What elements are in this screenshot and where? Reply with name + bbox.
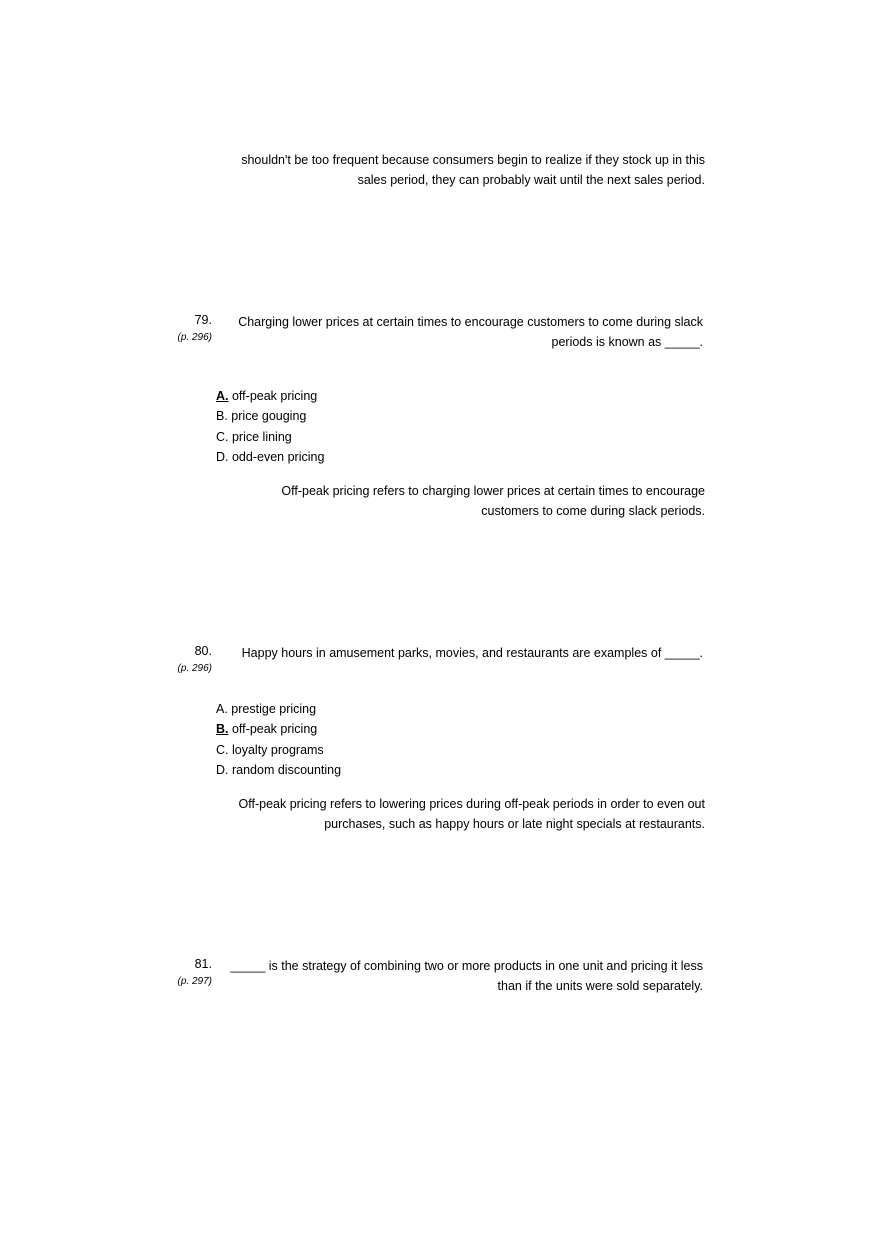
question-number: 80. <box>194 644 212 658</box>
explanation-line-2: customers to come during slack periods. <box>481 503 705 518</box>
carryover-line-2: sales period, they can probably wait until the next sales period. <box>357 172 705 187</box>
choice-d <box>216 447 324 467</box>
choice-text: prestige pricing <box>231 702 317 716</box>
choice-a <box>216 386 324 406</box>
question-text-line-2: periods is known as _____. <box>551 334 703 349</box>
question-text <box>220 313 703 352</box>
choice-text: odd-even pricing <box>231 449 325 464</box>
choice-b <box>216 406 324 426</box>
question-text-line-1: Charging lower prices at certain times to encourage customers to come during slack <box>238 315 703 329</box>
answer-explanation <box>200 795 705 834</box>
carryover-line-1: shouldn't be too frequent because consumers begin to realize if they stock up in this <box>241 153 705 167</box>
choice-letter: B. <box>216 409 228 424</box>
explanation-line-1: Off-peak pricing refers to lowering prices during off-peak periods in order to even out <box>238 797 705 811</box>
choice-letter: A. <box>216 702 228 716</box>
choice-text: loyalty programs <box>231 742 324 757</box>
choice-letter: C. <box>216 429 229 444</box>
page-reference: (p. 296) <box>177 663 212 674</box>
question-text-line-1: _____ is the strategy of combining two or more products in one unit and pricing it less <box>230 959 703 973</box>
answer-choices <box>216 699 341 780</box>
explanation-line-1: Off-peak pricing refers to charging lower prices at certain times to encourage <box>281 484 705 498</box>
question-number: 79. <box>194 313 212 327</box>
explanation-line-2: purchases, such as happy hours or late night specials at restaurants. <box>324 816 705 831</box>
choice-c <box>216 427 324 447</box>
carryover-explanation <box>200 151 705 190</box>
choice-c <box>216 740 341 760</box>
choice-letter: C. <box>216 742 229 757</box>
choice-letter: D. <box>216 449 229 464</box>
question-text <box>220 644 703 664</box>
choice-b <box>216 719 341 739</box>
question-text-line-2: than if the units were sold separately. <box>497 978 703 993</box>
question-number: 81. <box>194 957 212 971</box>
answer-explanation <box>240 482 705 521</box>
choice-text: off-peak pricing <box>231 722 318 737</box>
choice-letter: D. <box>216 762 229 777</box>
choice-d <box>216 760 341 780</box>
question-text <box>220 957 703 996</box>
question-text-line-1: Happy hours in amusement parks, movies, and restaurants are examples of _____. <box>241 646 703 660</box>
choice-a <box>216 699 341 719</box>
choice-letter: B. <box>216 722 229 737</box>
answer-choices <box>216 386 324 467</box>
page-reference: (p. 297) <box>177 976 212 987</box>
choice-text: random discounting <box>231 762 342 777</box>
choice-text: off-peak pricing <box>231 389 318 403</box>
choice-text: price gouging <box>231 409 307 424</box>
choice-letter: A. <box>216 389 229 403</box>
page-reference: (p. 296) <box>177 332 212 343</box>
choice-text: price lining <box>231 429 292 444</box>
